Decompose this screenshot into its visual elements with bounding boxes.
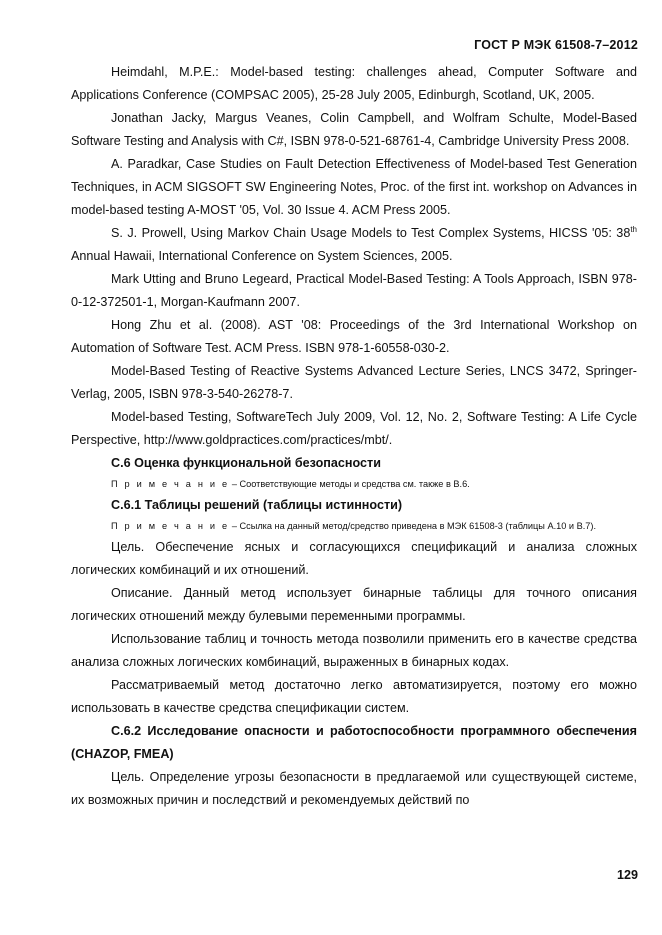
body-paragraph: Использование таблиц и точность метода позволили применить его в качестве средства анализа сложных логических комбинаций, выраженных в бинарных кодах. <box>71 632 637 669</box>
note-c6 <box>71 475 637 494</box>
reference-item: Hong Zhu et al. (2008). AST '08: Proceedings of the 3rd International Workshop on Automation of Software Test. ACM Press. ISBN 978-1-60558-030-2. <box>71 318 637 355</box>
body-paragraph: Цель. Определение угрозы безопасности в предлагаемой или существующей системе, их возможных причин и последствий и рекомендуемых действий по <box>71 770 637 807</box>
reference-item: Model-based Testing, SoftwareTech July 2009, Vol. 12, No. 2, Software Testing: A Life Cycle Perspective, http://www.goldpractices.com/practices/mbt/. <box>71 410 637 447</box>
reference-item-prowell <box>71 222 637 268</box>
reference-item: Model-Based Testing of Reactive Systems Advanced Lecture Series, LNCS 3472, Springer-Verlag, 2005, ISBN 978-3-540-26278-7. <box>71 364 637 401</box>
section-heading-c61: C.6.1 Таблицы решений (таблицы истинности) <box>111 498 403 512</box>
standard-header: ГОСТ Р МЭК 61508-7–2012 <box>474 38 638 52</box>
note-c61 <box>71 517 637 536</box>
section-heading-c62: C.6.2 Исследование опасности и работоспособности программного обеспечения (CHAZOP, FMEA) <box>71 724 637 761</box>
superscript: th <box>630 224 637 234</box>
reference-item: A. Paradkar, Case Studies on Fault Detection Effectiveness of Model-based Test Generation Techniques, in ACM SIGSOFT SW Engineering Notes, Proc. of the first int. workshop on Advances in model-based testing A-MOST '05, Vol. 30 Issue 4. ACM Press 2005. <box>71 157 637 217</box>
note-label: П р и м е ч а н и е <box>111 479 230 489</box>
reference-item: Jonathan Jacky, Margus Veanes, Colin Campbell, and Wolfram Schulte, Model-Based Software Testing and Analysis with C#, ISBN 978-0-521-68761-4, Cambridge University Press 2008. <box>71 111 637 148</box>
reference-item: Heimdahl, M.P.E.: Model-based testing: challenges ahead, Computer Software and Applications Conference (COMPSAC 2005), 25-28 July 2005, Edinburgh, Scotland, UK, 2005. <box>71 65 637 102</box>
reference-text: Annual Hawaii, International Conference on System Sciences, 2005. <box>71 249 453 263</box>
note-text: – Соответствующие методы и средства см. также в B.6. <box>229 479 470 489</box>
note-label: П р и м е ч а н и е <box>111 521 230 531</box>
body-paragraph: Рассматриваемый метод достаточно легко автоматизируется, поэтому его можно использовать в качестве средства спецификации систем. <box>71 678 637 715</box>
page-number: 129 <box>616 868 638 882</box>
body-paragraph: Цель. Обеспечение ясных и согласующихся спецификаций и анализа сложных логических комбинаций и их отношений. <box>71 540 637 577</box>
reference-item: Mark Utting and Bruno Legeard, Practical Model-Based Testing: A Tools Approach, ISBN 978-0-12-372501-1, Morgan-Kaufmann 2007. <box>71 272 637 309</box>
section-heading-c6: C.6 Оценка функциональной безопасности <box>111 456 381 470</box>
reference-text: S. J. Prowell, Using Markov Chain Usage Models to Test Complex Systems, HICSS '05: 38 <box>111 226 631 240</box>
body-paragraph: Описание. Данный метод использует бинарные таблицы для точного описания логических отношений между булевыми переменными программы. <box>71 586 637 623</box>
page-content <box>71 61 637 812</box>
note-text: – Ссылка на данный метод/средство приведена в МЭК 61508-3 (таблицы А.10 и В.7). <box>229 521 597 531</box>
